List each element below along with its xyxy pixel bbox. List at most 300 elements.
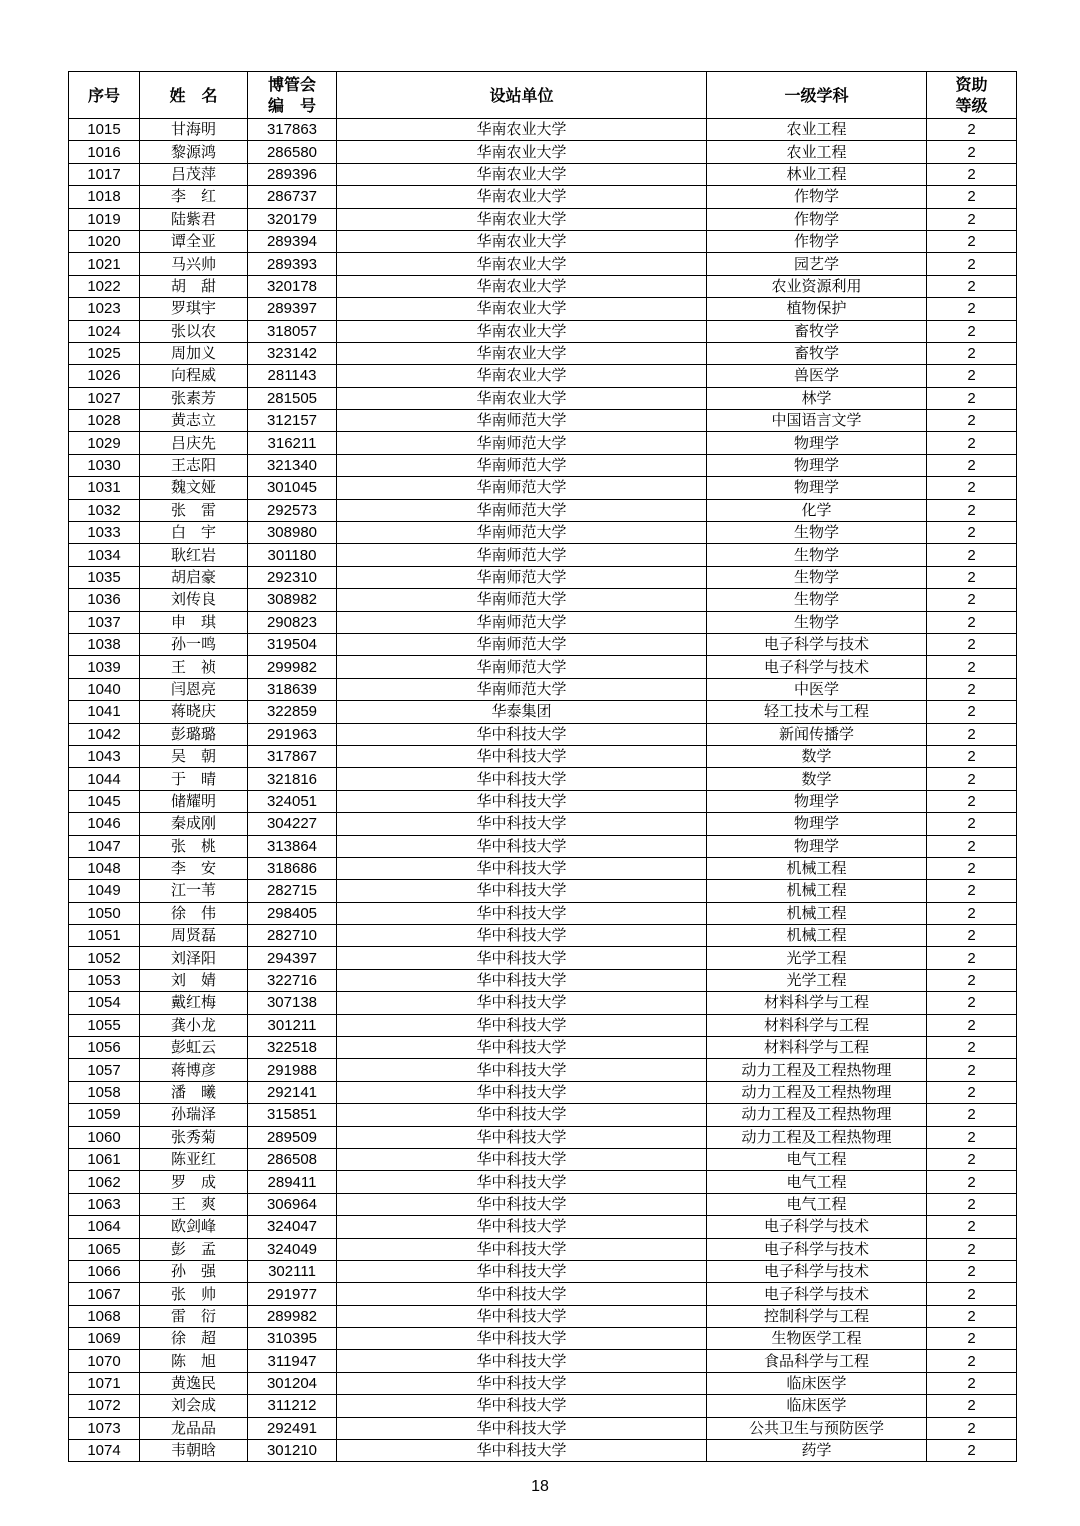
- cell-discipline: 电子科学与技术: [707, 656, 927, 678]
- cell-discipline: 中国语言文学: [707, 410, 927, 432]
- cell-seq: 1026: [69, 365, 140, 387]
- cell-station: 华中科技大学: [337, 835, 707, 857]
- cell-name: 韦朝晗: [140, 1440, 248, 1462]
- cell-level: 2: [927, 298, 1017, 320]
- cell-discipline: 电子科学与技术: [707, 1260, 927, 1282]
- cell-level: 2: [927, 544, 1017, 566]
- cell-discipline: 兽医学: [707, 365, 927, 387]
- cell-id: 319504: [248, 633, 337, 655]
- cell-discipline: 畜牧学: [707, 342, 927, 364]
- cell-seq: 1041: [69, 701, 140, 723]
- cell-level: 2: [927, 1238, 1017, 1260]
- table-row: [69, 1037, 1017, 1059]
- cell-level: 2: [927, 589, 1017, 611]
- cell-discipline: 机械工程: [707, 857, 927, 879]
- cell-seq: 1064: [69, 1216, 140, 1238]
- cell-id: 302111: [248, 1260, 337, 1282]
- cell-seq: 1059: [69, 1104, 140, 1126]
- cell-id: 310395: [248, 1328, 337, 1350]
- cell-station: 华泰集团: [337, 701, 707, 723]
- cell-id: 289394: [248, 230, 337, 252]
- table-row: [69, 678, 1017, 700]
- cell-id: 318686: [248, 857, 337, 879]
- cell-station: 华南农业大学: [337, 253, 707, 275]
- cell-seq: 1047: [69, 835, 140, 857]
- cell-name: 孙瑞泽: [140, 1104, 248, 1126]
- cell-seq: 1015: [69, 119, 140, 141]
- cell-station: 华中科技大学: [337, 1059, 707, 1081]
- cell-discipline: 植物保护: [707, 298, 927, 320]
- cell-station: 华南农业大学: [337, 387, 707, 409]
- cell-name: 雷 衍: [140, 1305, 248, 1327]
- cell-level: 2: [927, 410, 1017, 432]
- cell-station: 华南师范大学: [337, 522, 707, 544]
- cell-level: 2: [927, 1328, 1017, 1350]
- cell-level: 2: [927, 633, 1017, 655]
- cell-station: 华南师范大学: [337, 454, 707, 476]
- table-row: [69, 253, 1017, 275]
- cell-name: 马兴帅: [140, 253, 248, 275]
- cell-name: 张素芳: [140, 387, 248, 409]
- cell-station: 华南农业大学: [337, 298, 707, 320]
- cell-seq: 1030: [69, 454, 140, 476]
- cell-level: 2: [927, 678, 1017, 700]
- table-row: [69, 1171, 1017, 1193]
- cell-level: 2: [927, 1104, 1017, 1126]
- table-row: [69, 1372, 1017, 1394]
- cell-name: 张 桃: [140, 835, 248, 857]
- cell-name: 魏文娅: [140, 477, 248, 499]
- cell-discipline: 动力工程及工程热物理: [707, 1104, 927, 1126]
- cell-station: 华南农业大学: [337, 119, 707, 141]
- cell-id: 307138: [248, 992, 337, 1014]
- cell-discipline: 物理学: [707, 454, 927, 476]
- cell-station: 华中科技大学: [337, 1104, 707, 1126]
- cell-level: 2: [927, 1372, 1017, 1394]
- cell-level: 2: [927, 208, 1017, 230]
- cell-discipline: 物理学: [707, 813, 927, 835]
- cell-id: 292573: [248, 499, 337, 521]
- cell-id: 289411: [248, 1171, 337, 1193]
- table-row: [69, 119, 1017, 141]
- cell-id: 324051: [248, 790, 337, 812]
- cell-name: 龙品品: [140, 1417, 248, 1439]
- cell-id: 320179: [248, 208, 337, 230]
- table-row: [69, 768, 1017, 790]
- cell-seq: 1057: [69, 1059, 140, 1081]
- cell-discipline: 食品科学与工程: [707, 1350, 927, 1372]
- cell-seq: 1067: [69, 1283, 140, 1305]
- cell-name: 闫恩亮: [140, 678, 248, 700]
- table-row: [69, 275, 1017, 297]
- table-row: [69, 1081, 1017, 1103]
- cell-discipline: 生物学: [707, 522, 927, 544]
- table-row: [69, 1328, 1017, 1350]
- cell-name: 陈 旭: [140, 1350, 248, 1372]
- table-row: [69, 1417, 1017, 1439]
- cell-id: 322518: [248, 1037, 337, 1059]
- cell-seq: 1019: [69, 208, 140, 230]
- cell-station: 华南师范大学: [337, 611, 707, 633]
- cell-seq: 1062: [69, 1171, 140, 1193]
- cell-discipline: 中医学: [707, 678, 927, 700]
- cell-station: 华中科技大学: [337, 1328, 707, 1350]
- header-seq: 序号: [69, 72, 140, 119]
- cell-name: 张以农: [140, 320, 248, 342]
- cell-seq: 1073: [69, 1417, 140, 1439]
- cell-station: 华中科技大学: [337, 1395, 707, 1417]
- cell-discipline: 物理学: [707, 790, 927, 812]
- cell-station: 华南师范大学: [337, 499, 707, 521]
- cell-discipline: 机械工程: [707, 880, 927, 902]
- cell-discipline: 机械工程: [707, 925, 927, 947]
- cell-name: 陆紫君: [140, 208, 248, 230]
- cell-seq: 1038: [69, 633, 140, 655]
- cell-name: 秦成刚: [140, 813, 248, 835]
- cell-name: 刘传良: [140, 589, 248, 611]
- table-row: [69, 969, 1017, 991]
- cell-discipline: 生物学: [707, 566, 927, 588]
- cell-id: 311212: [248, 1395, 337, 1417]
- table-row: [69, 701, 1017, 723]
- cell-seq: 1046: [69, 813, 140, 835]
- cell-discipline: 作物学: [707, 208, 927, 230]
- cell-station: 华中科技大学: [337, 1260, 707, 1282]
- table-row: [69, 410, 1017, 432]
- cell-level: 2: [927, 992, 1017, 1014]
- cell-station: 华中科技大学: [337, 1126, 707, 1148]
- cell-station: 华中科技大学: [337, 1372, 707, 1394]
- cell-level: 2: [927, 1148, 1017, 1170]
- cell-id: 289397: [248, 298, 337, 320]
- cell-name: 蒋博彦: [140, 1059, 248, 1081]
- cell-station: 华南农业大学: [337, 208, 707, 230]
- cell-name: 罗 成: [140, 1171, 248, 1193]
- table-row: [69, 365, 1017, 387]
- cell-name: 向程威: [140, 365, 248, 387]
- cell-station: 华中科技大学: [337, 1283, 707, 1305]
- cell-name: 白 宇: [140, 522, 248, 544]
- cell-station: 华南农业大学: [337, 342, 707, 364]
- cell-level: 2: [927, 1260, 1017, 1282]
- cell-station: 华中科技大学: [337, 1193, 707, 1215]
- cell-id: 311947: [248, 1350, 337, 1372]
- cell-seq: 1066: [69, 1260, 140, 1282]
- cell-id: 286737: [248, 186, 337, 208]
- cell-name: 刘 婧: [140, 969, 248, 991]
- table-row: [69, 1059, 1017, 1081]
- cell-discipline: 畜牧学: [707, 320, 927, 342]
- cell-discipline: 电气工程: [707, 1171, 927, 1193]
- cell-id: 322859: [248, 701, 337, 723]
- cell-level: 2: [927, 723, 1017, 745]
- cell-id: 291963: [248, 723, 337, 745]
- cell-name: 王志阳: [140, 454, 248, 476]
- cell-id: 292141: [248, 1081, 337, 1103]
- table-row: [69, 1104, 1017, 1126]
- cell-station: 华中科技大学: [337, 1037, 707, 1059]
- cell-station: 华南师范大学: [337, 678, 707, 700]
- table-row: [69, 1238, 1017, 1260]
- cell-seq: 1061: [69, 1148, 140, 1170]
- cell-level: 2: [927, 857, 1017, 879]
- cell-discipline: 化学: [707, 499, 927, 521]
- header-id-line1: 博管会: [267, 75, 316, 94]
- cell-station: 华中科技大学: [337, 768, 707, 790]
- cell-level: 2: [927, 1440, 1017, 1462]
- cell-seq: 1049: [69, 880, 140, 902]
- cell-id: 281505: [248, 387, 337, 409]
- table-row: [69, 857, 1017, 879]
- cell-discipline: 生物学: [707, 611, 927, 633]
- cell-seq: 1017: [69, 163, 140, 185]
- cell-name: 周贤磊: [140, 925, 248, 947]
- cell-seq: 1035: [69, 566, 140, 588]
- cell-name: 黄逸民: [140, 1372, 248, 1394]
- cell-station: 华中科技大学: [337, 1305, 707, 1327]
- cell-station: 华南师范大学: [337, 410, 707, 432]
- cell-id: 321340: [248, 454, 337, 476]
- cell-id: 317863: [248, 119, 337, 141]
- table-row: [69, 163, 1017, 185]
- cell-id: 315851: [248, 1104, 337, 1126]
- cell-level: 2: [927, 611, 1017, 633]
- cell-name: 陈亚红: [140, 1148, 248, 1170]
- cell-id: 291977: [248, 1283, 337, 1305]
- header-id: [248, 72, 337, 119]
- cell-seq: 1055: [69, 1014, 140, 1036]
- cell-name: 周加义: [140, 342, 248, 364]
- cell-seq: 1070: [69, 1350, 140, 1372]
- table-row: [69, 477, 1017, 499]
- cell-seq: 1051: [69, 925, 140, 947]
- cell-name: 孙一鸣: [140, 633, 248, 655]
- cell-id: 281143: [248, 365, 337, 387]
- cell-id: 321816: [248, 768, 337, 790]
- cell-seq: 1054: [69, 992, 140, 1014]
- cell-level: 2: [927, 1283, 1017, 1305]
- table-row: [69, 925, 1017, 947]
- cell-seq: 1068: [69, 1305, 140, 1327]
- cell-name: 彭虹云: [140, 1037, 248, 1059]
- table-row: [69, 1283, 1017, 1305]
- cell-discipline: 光学工程: [707, 947, 927, 969]
- cell-station: 华南农业大学: [337, 365, 707, 387]
- cell-discipline: 公共卫生与预防医学: [707, 1417, 927, 1439]
- cell-station: 华中科技大学: [337, 1148, 707, 1170]
- cell-name: 徐 伟: [140, 902, 248, 924]
- table-row: [69, 947, 1017, 969]
- cell-seq: 1028: [69, 410, 140, 432]
- cell-station: 华南师范大学: [337, 544, 707, 566]
- cell-seq: 1058: [69, 1081, 140, 1103]
- cell-seq: 1025: [69, 342, 140, 364]
- table-row: [69, 387, 1017, 409]
- table-row: [69, 544, 1017, 566]
- cell-discipline: 控制科学与工程: [707, 1305, 927, 1327]
- cell-name: 吕茂萍: [140, 163, 248, 185]
- cell-name: 江一苇: [140, 880, 248, 902]
- cell-discipline: 机械工程: [707, 902, 927, 924]
- cell-level: 2: [927, 1216, 1017, 1238]
- cell-id: 299982: [248, 656, 337, 678]
- cell-level: 2: [927, 1350, 1017, 1372]
- cell-name: 罗琪宇: [140, 298, 248, 320]
- header-station: 设站单位: [337, 72, 707, 119]
- cell-id: 304227: [248, 813, 337, 835]
- cell-station: 华中科技大学: [337, 1238, 707, 1260]
- cell-seq: 1024: [69, 320, 140, 342]
- cell-level: 2: [927, 902, 1017, 924]
- header-id-line2: 编 号: [267, 96, 316, 115]
- cell-name: 张秀菊: [140, 1126, 248, 1148]
- header-discipline: 一级学科: [707, 72, 927, 119]
- table-row: [69, 589, 1017, 611]
- cell-station: 华南师范大学: [337, 589, 707, 611]
- table-row: [69, 1193, 1017, 1215]
- cell-seq: 1044: [69, 768, 140, 790]
- cell-name: 张 帅: [140, 1283, 248, 1305]
- table-row: [69, 723, 1017, 745]
- cell-name: 胡 甜: [140, 275, 248, 297]
- cell-level: 2: [927, 275, 1017, 297]
- cell-seq: 1069: [69, 1328, 140, 1350]
- cell-level: 2: [927, 1037, 1017, 1059]
- cell-level: 2: [927, 745, 1017, 767]
- cell-seq: 1056: [69, 1037, 140, 1059]
- cell-name: 于 晴: [140, 768, 248, 790]
- cell-discipline: 新闻传播学: [707, 723, 927, 745]
- cell-level: 2: [927, 925, 1017, 947]
- cell-level: 2: [927, 813, 1017, 835]
- cell-level: 2: [927, 253, 1017, 275]
- cell-seq: 1060: [69, 1126, 140, 1148]
- cell-name: 申 琪: [140, 611, 248, 633]
- cell-seq: 1037: [69, 611, 140, 633]
- cell-id: 322716: [248, 969, 337, 991]
- cell-level: 2: [927, 835, 1017, 857]
- header-name: 姓 名: [140, 72, 248, 119]
- cell-level: 2: [927, 432, 1017, 454]
- cell-id: 317867: [248, 745, 337, 767]
- cell-discipline: 临床医学: [707, 1395, 927, 1417]
- cell-id: 308982: [248, 589, 337, 611]
- cell-id: 282715: [248, 880, 337, 902]
- cell-level: 2: [927, 880, 1017, 902]
- cell-discipline: 动力工程及工程热物理: [707, 1126, 927, 1148]
- cell-name: 吴 朝: [140, 745, 248, 767]
- cell-id: 292310: [248, 566, 337, 588]
- cell-id: 323142: [248, 342, 337, 364]
- table-row: [69, 522, 1017, 544]
- table-row: [69, 1014, 1017, 1036]
- cell-level: 2: [927, 163, 1017, 185]
- cell-discipline: 数学: [707, 745, 927, 767]
- table-row: [69, 208, 1017, 230]
- cell-station: 华南农业大学: [337, 163, 707, 185]
- cell-station: 华南师范大学: [337, 477, 707, 499]
- cell-discipline: 园艺学: [707, 253, 927, 275]
- cell-seq: 1052: [69, 947, 140, 969]
- cell-id: 289393: [248, 253, 337, 275]
- cell-seq: 1036: [69, 589, 140, 611]
- cell-station: 华南师范大学: [337, 656, 707, 678]
- cell-level: 2: [927, 1171, 1017, 1193]
- cell-name: 甘海明: [140, 119, 248, 141]
- cell-level: 2: [927, 1014, 1017, 1036]
- cell-discipline: 作物学: [707, 230, 927, 252]
- cell-discipline: 生物医学工程: [707, 1328, 927, 1350]
- page-number: 18: [531, 1478, 549, 1495]
- cell-name: 胡启豪: [140, 566, 248, 588]
- cell-seq: 1042: [69, 723, 140, 745]
- cell-id: 289509: [248, 1126, 337, 1148]
- cell-id: 320178: [248, 275, 337, 297]
- cell-id: 290823: [248, 611, 337, 633]
- cell-name: 李 红: [140, 186, 248, 208]
- table-row: [69, 499, 1017, 521]
- cell-seq: 1034: [69, 544, 140, 566]
- cell-name: 潘 曦: [140, 1081, 248, 1103]
- cell-seq: 1027: [69, 387, 140, 409]
- cell-level: 2: [927, 477, 1017, 499]
- cell-seq: 1018: [69, 186, 140, 208]
- cell-station: 华中科技大学: [337, 857, 707, 879]
- cell-level: 2: [927, 522, 1017, 544]
- cell-station: 华南农业大学: [337, 275, 707, 297]
- table-row: [69, 342, 1017, 364]
- cell-name: 蒋晓庆: [140, 701, 248, 723]
- cell-id: 312157: [248, 410, 337, 432]
- cell-level: 2: [927, 768, 1017, 790]
- cell-discipline: 材料科学与工程: [707, 1014, 927, 1036]
- cell-discipline: 林业工程: [707, 163, 927, 185]
- table-row: [69, 1440, 1017, 1462]
- cell-level: 2: [927, 1193, 1017, 1215]
- table-row: [69, 790, 1017, 812]
- cell-seq: 1022: [69, 275, 140, 297]
- cell-id: 289396: [248, 163, 337, 185]
- table-row: [69, 566, 1017, 588]
- cell-level: 2: [927, 1081, 1017, 1103]
- cell-seq: 1071: [69, 1372, 140, 1394]
- cell-discipline: 材料科学与工程: [707, 1037, 927, 1059]
- cell-discipline: 动力工程及工程热物理: [707, 1081, 927, 1103]
- cell-discipline: 林学: [707, 387, 927, 409]
- cell-discipline: 电气工程: [707, 1193, 927, 1215]
- cell-name: 王 爽: [140, 1193, 248, 1215]
- cell-seq: 1053: [69, 969, 140, 991]
- cell-discipline: 材料科学与工程: [707, 992, 927, 1014]
- cell-level: 2: [927, 186, 1017, 208]
- table-row: [69, 656, 1017, 678]
- cell-station: 华南农业大学: [337, 320, 707, 342]
- cell-level: 2: [927, 387, 1017, 409]
- cell-id: 301211: [248, 1014, 337, 1036]
- cell-name: 徐 超: [140, 1328, 248, 1350]
- cell-station: 华中科技大学: [337, 790, 707, 812]
- header-level-line1: 资助: [955, 75, 988, 94]
- cell-discipline: 电子科学与技术: [707, 1238, 927, 1260]
- cell-seq: 1020: [69, 230, 140, 252]
- cell-station: 华中科技大学: [337, 1216, 707, 1238]
- table-row: [69, 1260, 1017, 1282]
- cell-station: 华中科技大学: [337, 745, 707, 767]
- cell-level: 2: [927, 119, 1017, 141]
- table-row: [69, 880, 1017, 902]
- cell-discipline: 电子科学与技术: [707, 633, 927, 655]
- cell-level: 2: [927, 454, 1017, 476]
